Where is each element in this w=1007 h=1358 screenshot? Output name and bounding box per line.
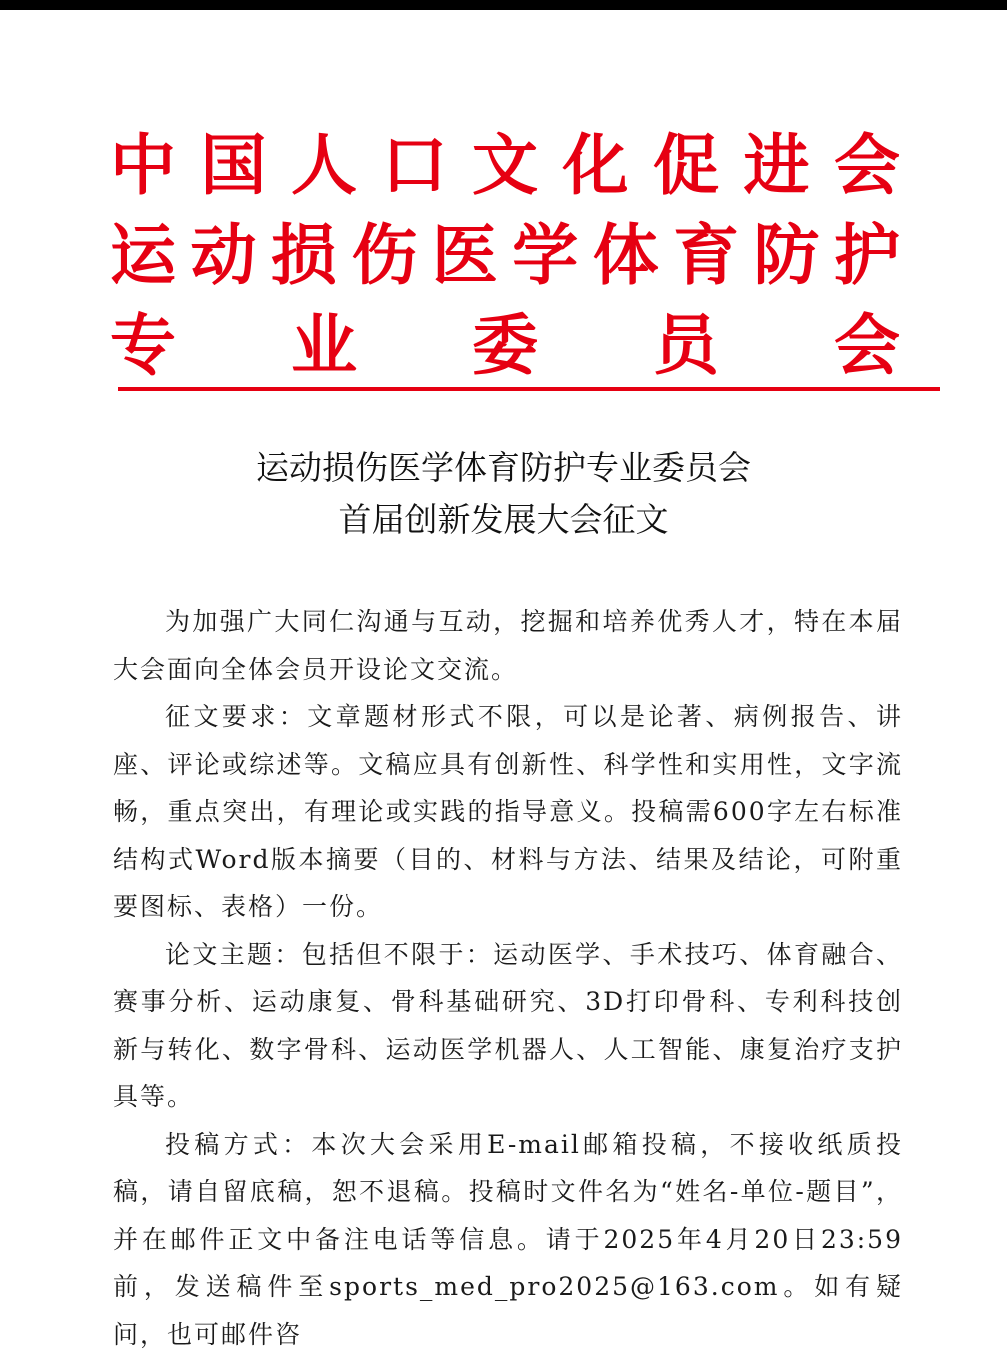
paragraph-topics: 论文主题：包括但不限于：运动医学、手术技巧、体育融合、赛事分析、运动康复、骨科基础研究、3D打印骨科、专利科技创新与转化、数字骨科、运动医学机器人、人工智能、康复治疗支护具等。 xyxy=(113,931,903,1121)
header-char: 损 xyxy=(271,215,337,295)
header-char: 防 xyxy=(754,215,820,295)
header-char: 员 xyxy=(653,305,719,385)
header-char: 文 xyxy=(472,125,538,205)
header-char: 护 xyxy=(834,215,900,295)
header-char: 专 xyxy=(110,305,176,385)
header-char: 进 xyxy=(744,125,810,205)
header-org-line-2 xyxy=(110,215,900,295)
paragraph-intro: 为加强广大同仁沟通与互动，挖掘和培养优秀人才，特在本届大会面向全体会员开设论文交流。 xyxy=(113,598,903,693)
header-org-line-1 xyxy=(110,125,900,205)
header-char: 口 xyxy=(382,125,448,205)
header-char: 伤 xyxy=(351,215,417,295)
document-title-line-2: 首届创新发展大会征文 xyxy=(0,496,1007,544)
header-char: 业 xyxy=(291,305,357,385)
header-char: 动 xyxy=(190,215,256,295)
header-char: 运 xyxy=(110,215,176,295)
header-char: 会 xyxy=(834,125,900,205)
paragraph-requirements: 征文要求：文章题材形式不限，可以是论著、病例报告、讲座、评论或综述等。文稿应具有创新性、科学性和实用性，文字流畅，重点突出，有理论或实践的指导意义。投稿需600字左右标准结构式Word版本摘要（目的、材料与方法、结果及结论，可附重要图标、表格）一份。 xyxy=(113,693,903,931)
header-divider xyxy=(118,387,940,391)
page-top-edge xyxy=(0,0,1007,10)
header-char: 育 xyxy=(673,215,739,295)
document-body xyxy=(113,598,903,1358)
header-char: 促 xyxy=(653,125,719,205)
header-char: 医 xyxy=(432,215,498,295)
header-char: 国 xyxy=(201,125,267,205)
paragraph-submission: 投稿方式：本次大会采用E-mail邮箱投稿，不接收纸质投稿，请自留底稿，恕不退稿。投稿时文件名为“姓名-单位-题目”，并在邮件正文中备注电话等信息。请于2025年4月20日23:59前，发送稿件至sports_med_pro2025@163.com。如有疑问，也可邮件咨 xyxy=(113,1121,903,1358)
document-title-line-1: 运动损伤医学体育防护专业委员会 xyxy=(0,444,1007,492)
header-char: 委 xyxy=(472,305,538,385)
header-char: 会 xyxy=(834,305,900,385)
header-char: 人 xyxy=(291,125,357,205)
header-char: 化 xyxy=(563,125,629,205)
header-char: 中 xyxy=(110,125,176,205)
header-org-line-3 xyxy=(110,305,900,385)
header-char: 体 xyxy=(593,215,659,295)
header-char: 学 xyxy=(512,215,578,295)
